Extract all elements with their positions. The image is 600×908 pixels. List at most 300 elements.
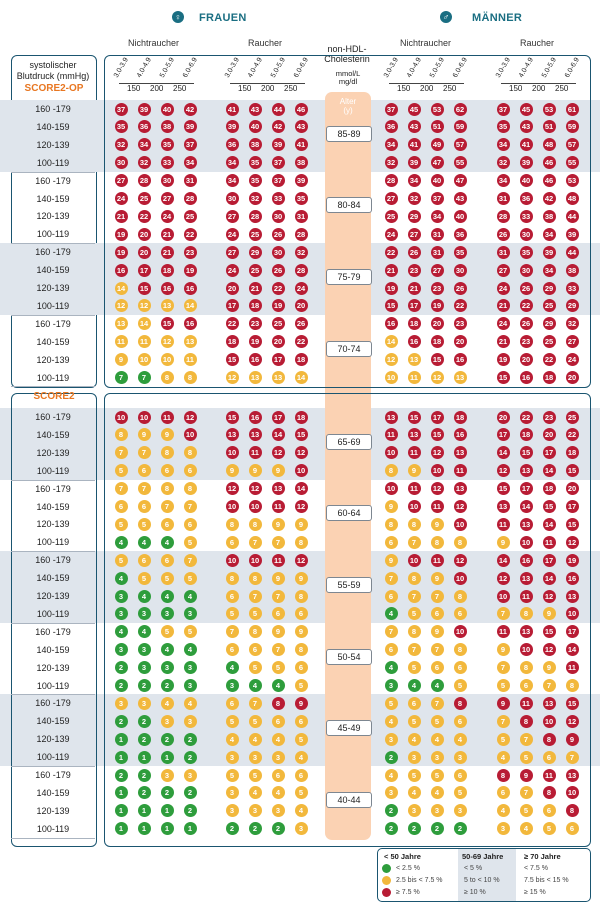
risk-cell: 9 <box>272 518 285 531</box>
risk-cell: 20 <box>138 246 151 259</box>
risk-cell: 5 <box>184 572 197 585</box>
risk-cell: 38 <box>249 138 262 151</box>
risk-cell: 16 <box>249 411 262 424</box>
risk-cell: 3 <box>454 804 467 817</box>
risk-cell: 21 <box>385 264 398 277</box>
mgdl-tick-label: 250 <box>555 84 569 93</box>
risk-cell: 22 <box>226 317 239 330</box>
risk-cell: 16 <box>161 282 174 295</box>
risk-cell: 8 <box>408 572 421 585</box>
risk-cell: 2 <box>408 822 421 835</box>
risk-cell: 57 <box>454 138 467 151</box>
unit-mmol: mmol/L <box>335 69 361 78</box>
risk-cell: 14 <box>543 572 556 585</box>
risk-cell: 12 <box>543 590 556 603</box>
risk-cell: 12 <box>161 335 174 348</box>
risk-cell: 26 <box>520 282 533 295</box>
risk-cell: 12 <box>431 371 444 384</box>
mmol-tick-label: 3.0-3.9 <box>112 56 130 79</box>
mgdl-tick-label: 250 <box>284 84 298 93</box>
risk-cell: 5 <box>226 715 239 728</box>
risk-cell: 8 <box>520 607 533 620</box>
risk-cell: 11 <box>497 518 510 531</box>
bp-row-label: 160 -179 <box>35 698 71 709</box>
risk-cell: 40 <box>161 103 174 116</box>
risk-cell: 35 <box>249 174 262 187</box>
risk-cell: 18 <box>226 335 239 348</box>
risk-cell: 8 <box>520 715 533 728</box>
risk-cell: 11 <box>272 500 285 513</box>
bp-row-label: 120-139 <box>36 734 70 745</box>
risk-cell: 12 <box>497 572 510 585</box>
risk-cell: 27 <box>226 210 239 223</box>
risk-cell: 48 <box>543 138 556 151</box>
risk-cell: 3 <box>385 786 398 799</box>
risk-cell: 6 <box>454 661 467 674</box>
risk-cell: 44 <box>566 246 579 259</box>
risk-cell: 11 <box>161 411 174 424</box>
legend-yellow-under-50: 2.5 bis < 7.5 % <box>396 877 443 884</box>
risk-cell: 23 <box>454 317 467 330</box>
risk-cell: 6 <box>295 661 308 674</box>
bp-row-label: 120-139 <box>36 283 70 293</box>
risk-cell: 4 <box>295 751 308 764</box>
risk-cell: 4 <box>115 572 128 585</box>
risk-cell: 5 <box>184 625 197 638</box>
bp-row-label: 100-119 <box>36 752 70 763</box>
bp-row-label: 100-119 <box>36 465 70 476</box>
risk-cell: 6 <box>385 590 398 603</box>
risk-cell: 4 <box>138 536 151 549</box>
risk-cell: 13 <box>249 371 262 384</box>
risk-cell: 14 <box>385 335 398 348</box>
risk-cell: 5 <box>226 607 239 620</box>
risk-cell: 26 <box>272 228 285 241</box>
risk-cell: 18 <box>249 299 262 312</box>
risk-cell: 55 <box>454 156 467 169</box>
risk-cell: 9 <box>497 643 510 656</box>
risk-cell: 19 <box>249 335 262 348</box>
risk-cell: 13 <box>454 482 467 495</box>
risk-cell: 17 <box>272 353 285 366</box>
bp-row-label: 160 -179 <box>35 555 71 566</box>
risk-cell: 13 <box>184 335 197 348</box>
risk-cell: 13 <box>520 464 533 477</box>
legend-header-50-69: 50-69 Jahre <box>462 852 504 861</box>
risk-cell: 39 <box>520 156 533 169</box>
risk-cell: 39 <box>272 138 285 151</box>
risk-cell: 39 <box>408 156 421 169</box>
bp-row-label: 140-159 <box>36 787 70 798</box>
women-label: FRAUEN <box>199 12 247 24</box>
risk-cell: 22 <box>520 299 533 312</box>
risk-cell: 16 <box>184 282 197 295</box>
risk-cell: 34 <box>543 228 556 241</box>
risk-cell: 23 <box>249 317 262 330</box>
risk-cell: 8 <box>184 482 197 495</box>
risk-cell: 10 <box>161 353 174 366</box>
bp-row-label: 120-139 <box>36 139 70 150</box>
legend <box>377 848 591 902</box>
risk-cell: 62 <box>454 103 467 116</box>
risk-cell: 13 <box>115 317 128 330</box>
bp-row-label: 100-119 <box>36 680 70 691</box>
mmol-tick-label: 5.0-5.9 <box>269 56 287 79</box>
risk-cell: 21 <box>115 210 128 223</box>
risk-cell: 1 <box>115 822 128 835</box>
risk-cell: 9 <box>272 625 285 638</box>
risk-cell: 3 <box>408 804 421 817</box>
risk-cell: 16 <box>385 317 398 330</box>
risk-cell: 2 <box>161 679 174 692</box>
women-smoker-label: Raucher <box>248 38 283 48</box>
risk-cell: 43 <box>408 120 421 133</box>
risk-cell: 35 <box>295 192 308 205</box>
risk-cell: 3 <box>249 804 262 817</box>
risk-cell: 1 <box>138 804 151 817</box>
risk-cell: 21 <box>408 282 421 295</box>
risk-cell: 15 <box>385 299 398 312</box>
risk-cell: 12 <box>272 446 285 459</box>
risk-cell: 8 <box>272 697 285 710</box>
risk-cell: 15 <box>566 518 579 531</box>
risk-cell: 61 <box>566 103 579 116</box>
risk-cell: 3 <box>408 751 421 764</box>
risk-cell: 2 <box>184 804 197 817</box>
risk-cell: 4 <box>184 590 197 603</box>
risk-cell: 8 <box>454 536 467 549</box>
risk-cell: 5 <box>497 679 510 692</box>
risk-cell: 3 <box>138 607 151 620</box>
risk-cell: 24 <box>115 192 128 205</box>
risk-cell: 22 <box>385 246 398 259</box>
risk-cell: 1 <box>138 751 151 764</box>
risk-cell: 5 <box>408 769 421 782</box>
risk-cell: 35 <box>115 120 128 133</box>
risk-cell: 15 <box>543 625 556 638</box>
risk-cell: 51 <box>431 120 444 133</box>
risk-cell: 47 <box>454 174 467 187</box>
risk-cell: 8 <box>161 482 174 495</box>
risk-cell: 7 <box>566 751 579 764</box>
risk-cell: 5 <box>497 733 510 746</box>
risk-cell: 28 <box>295 264 308 277</box>
risk-cell: 21 <box>497 335 510 348</box>
risk-cell: 39 <box>226 120 239 133</box>
risk-cell: 6 <box>272 769 285 782</box>
bp-row-label: 140-159 <box>36 573 70 584</box>
risk-cell: 2 <box>184 786 197 799</box>
risk-cell: 4 <box>249 679 262 692</box>
risk-cell: 8 <box>115 428 128 441</box>
risk-cell: 21 <box>249 282 262 295</box>
mgdl-tick-label: 150 <box>238 84 252 93</box>
risk-cell: 4 <box>272 679 285 692</box>
risk-cell: 23 <box>184 246 197 259</box>
risk-cell: 17 <box>497 428 510 441</box>
risk-cell: 5 <box>249 607 262 620</box>
mmol-tick-label: 6.0-6.9 <box>563 56 581 79</box>
risk-cell: 44 <box>272 103 285 116</box>
risk-cell: 6 <box>295 715 308 728</box>
risk-cell: 18 <box>431 335 444 348</box>
risk-cell: 6 <box>161 554 174 567</box>
risk-cell: 11 <box>520 697 533 710</box>
risk-cell: 15 <box>566 464 579 477</box>
risk-cell: 31 <box>431 228 444 241</box>
risk-cell: 34 <box>431 210 444 223</box>
risk-cell: 17 <box>566 500 579 513</box>
risk-cell: 12 <box>115 299 128 312</box>
risk-cell: 15 <box>138 282 151 295</box>
risk-cell: 5 <box>408 607 421 620</box>
risk-cell: 42 <box>272 120 285 133</box>
risk-cell: 7 <box>497 661 510 674</box>
risk-cell: 35 <box>454 246 467 259</box>
risk-cell: 4 <box>408 679 421 692</box>
risk-cell: 9 <box>408 464 421 477</box>
risk-cell: 15 <box>543 500 556 513</box>
risk-cell: 4 <box>408 786 421 799</box>
risk-cell: 11 <box>184 353 197 366</box>
age-group-label: 55-59 <box>326 577 372 593</box>
risk-cell: 41 <box>520 138 533 151</box>
risk-cell: 4 <box>408 733 421 746</box>
risk-cell: 16 <box>520 371 533 384</box>
risk-cell: 26 <box>272 264 285 277</box>
risk-cell: 6 <box>431 607 444 620</box>
risk-cell: 25 <box>249 228 262 241</box>
risk-cell: 4 <box>184 697 197 710</box>
age-block-separator <box>11 623 95 624</box>
risk-cell: 6 <box>385 643 398 656</box>
risk-cell: 23 <box>408 264 421 277</box>
risk-cell: 7 <box>138 446 151 459</box>
risk-cell: 41 <box>408 138 421 151</box>
risk-cell: 6 <box>184 464 197 477</box>
mgdl-tick-label: 200 <box>261 84 275 93</box>
bp-row-label: 120-139 <box>36 662 70 673</box>
risk-cell: 7 <box>161 500 174 513</box>
women-nonsmoker-label: Nichtraucher <box>128 38 180 48</box>
risk-cell: 11 <box>408 482 421 495</box>
risk-cell: 10 <box>249 554 262 567</box>
risk-cell: 30 <box>226 192 239 205</box>
risk-cell: 20 <box>566 482 579 495</box>
risk-cell: 14 <box>566 643 579 656</box>
risk-cell: 2 <box>226 822 239 835</box>
risk-cell: 27 <box>161 192 174 205</box>
risk-cell: 10 <box>566 607 579 620</box>
risk-cell: 1 <box>161 804 174 817</box>
risk-cell: 6 <box>161 518 174 531</box>
risk-cell: 8 <box>295 536 308 549</box>
age-group-label: 75-79 <box>326 269 372 285</box>
mmol-tick-label: 4.0-4.9 <box>246 56 264 79</box>
risk-cell: 9 <box>431 572 444 585</box>
risk-cell: 17 <box>226 299 239 312</box>
risk-cell: 10 <box>385 446 398 459</box>
risk-cell: 8 <box>226 572 239 585</box>
risk-cell: 8 <box>497 769 510 782</box>
risk-cell: 6 <box>431 661 444 674</box>
risk-cell: 6 <box>497 786 510 799</box>
risk-cell: 4 <box>161 697 174 710</box>
risk-cell: 7 <box>520 786 533 799</box>
risk-cell: 12 <box>295 554 308 567</box>
risk-cell: 15 <box>226 411 239 424</box>
risk-cell: 3 <box>161 607 174 620</box>
risk-cell: 10 <box>520 643 533 656</box>
risk-cell: 5 <box>115 518 128 531</box>
risk-cell: 10 <box>184 428 197 441</box>
risk-cell: 26 <box>454 282 467 295</box>
risk-cell: 4 <box>431 679 444 692</box>
age-header: Alter (y) <box>339 97 357 115</box>
risk-cell: 39 <box>566 228 579 241</box>
risk-cell: 7 <box>138 371 151 384</box>
risk-cell: 21 <box>161 246 174 259</box>
risk-cell: 8 <box>295 590 308 603</box>
risk-cell: 25 <box>138 192 151 205</box>
risk-cell: 3 <box>272 804 285 817</box>
risk-cell: 32 <box>249 192 262 205</box>
risk-cell: 5 <box>161 572 174 585</box>
risk-cell: 2 <box>115 661 128 674</box>
risk-cell: 4 <box>226 661 239 674</box>
legend-red-under-50: ≥ 7.5 % <box>396 889 420 896</box>
risk-cell: 5 <box>408 715 421 728</box>
risk-cell: 22 <box>543 353 556 366</box>
risk-cell: 8 <box>249 518 262 531</box>
bp-row-label: 160 -179 <box>35 770 71 780</box>
mmol-tick-label: 3.0-3.9 <box>494 56 512 79</box>
risk-cell: 49 <box>431 138 444 151</box>
risk-cell: 17 <box>408 299 421 312</box>
legend-green-70-plus: < 7.5 % <box>524 865 548 872</box>
risk-cell: 33 <box>520 210 533 223</box>
risk-cell: 3 <box>184 661 197 674</box>
risk-cell: 3 <box>497 822 510 835</box>
risk-cell: 20 <box>295 299 308 312</box>
risk-cell: 12 <box>454 554 467 567</box>
risk-cell: 11 <box>431 500 444 513</box>
risk-cell: 7 <box>431 590 444 603</box>
legend-yellow-dot <box>382 876 391 885</box>
risk-cell: 7 <box>184 554 197 567</box>
risk-cell: 4 <box>497 804 510 817</box>
risk-cell: 6 <box>272 715 285 728</box>
legend-green-under-50: < 2.5 % <box>396 865 420 872</box>
risk-cell: 31 <box>497 246 510 259</box>
risk-cell: 11 <box>520 590 533 603</box>
legend-red-70-plus: ≥ 15 % <box>524 889 546 896</box>
risk-cell: 41 <box>226 103 239 116</box>
risk-cell: 10 <box>431 464 444 477</box>
risk-cell: 12 <box>431 446 444 459</box>
risk-cell: 28 <box>249 210 262 223</box>
risk-cell: 41 <box>295 138 308 151</box>
risk-cell: 30 <box>520 264 533 277</box>
risk-cell: 15 <box>226 353 239 366</box>
risk-cell: 7 <box>520 733 533 746</box>
risk-cell: 12 <box>138 299 151 312</box>
risk-cell: 4 <box>226 733 239 746</box>
risk-cell: 26 <box>497 228 510 241</box>
risk-cell: 2 <box>184 751 197 764</box>
risk-cell: 7 <box>431 643 444 656</box>
risk-cell: 4 <box>385 661 398 674</box>
risk-cell: 5 <box>249 769 262 782</box>
risk-cell: 17 <box>138 264 151 277</box>
risk-cell: 4 <box>249 786 262 799</box>
risk-cell: 6 <box>272 607 285 620</box>
cholesterol-title-line1: non-HDL- <box>327 44 367 54</box>
risk-cell: 5 <box>249 661 262 674</box>
bp-row-label: 120-139 <box>36 354 70 365</box>
risk-cell: 14 <box>295 482 308 495</box>
risk-cell: 8 <box>520 661 533 674</box>
risk-cell: 39 <box>184 120 197 133</box>
risk-cell: 5 <box>161 625 174 638</box>
bp-row-label: 140-159 <box>36 265 70 276</box>
mgdl-tick-label: 200 <box>150 84 164 93</box>
bp-row-label: 120-139 <box>36 211 70 222</box>
risk-cell: 8 <box>454 643 467 656</box>
bp-row-label: 160 -179 <box>35 412 71 422</box>
risk-cell: 7 <box>115 371 128 384</box>
risk-cell: 16 <box>184 317 197 330</box>
risk-cell: 43 <box>249 103 262 116</box>
risk-cell: 42 <box>184 103 197 116</box>
mmol-tick-label: 6.0-6.9 <box>451 56 469 79</box>
risk-cell: 40 <box>520 174 533 187</box>
risk-cell: 27 <box>226 246 239 259</box>
risk-cell: 19 <box>566 554 579 567</box>
risk-cell: 1 <box>161 751 174 764</box>
risk-cell: 34 <box>226 174 239 187</box>
risk-cell: 10 <box>295 464 308 477</box>
risk-cell: 45 <box>408 103 421 116</box>
risk-cell: 8 <box>431 536 444 549</box>
risk-cell: 8 <box>408 625 421 638</box>
risk-cell: 3 <box>226 804 239 817</box>
age-block-separator <box>11 766 95 767</box>
age-block-separator <box>11 694 95 695</box>
risk-cell: 10 <box>115 411 128 424</box>
risk-cell: 16 <box>454 428 467 441</box>
risk-cell: 5 <box>249 715 262 728</box>
risk-cell: 9 <box>566 733 579 746</box>
risk-cell: 40 <box>249 120 262 133</box>
risk-cell: 40 <box>454 210 467 223</box>
risk-cell: 1 <box>115 804 128 817</box>
risk-cell: 34 <box>497 174 510 187</box>
risk-cell: 1 <box>184 822 197 835</box>
risk-cell: 24 <box>161 210 174 223</box>
risk-cell: 4 <box>454 733 467 746</box>
risk-cell: 12 <box>431 482 444 495</box>
risk-cell: 3 <box>184 715 197 728</box>
mgdl-tick-label: 250 <box>443 84 457 93</box>
risk-cell: 21 <box>497 299 510 312</box>
age-block-separator <box>11 243 95 244</box>
legend-green-50-69: < 5 % <box>464 865 483 872</box>
risk-cell: 32 <box>566 317 579 330</box>
age-group-label: 80-84 <box>326 197 372 213</box>
risk-cell: 24 <box>226 264 239 277</box>
legend-header-70-plus: ≥ 70 Jahre <box>524 852 561 861</box>
